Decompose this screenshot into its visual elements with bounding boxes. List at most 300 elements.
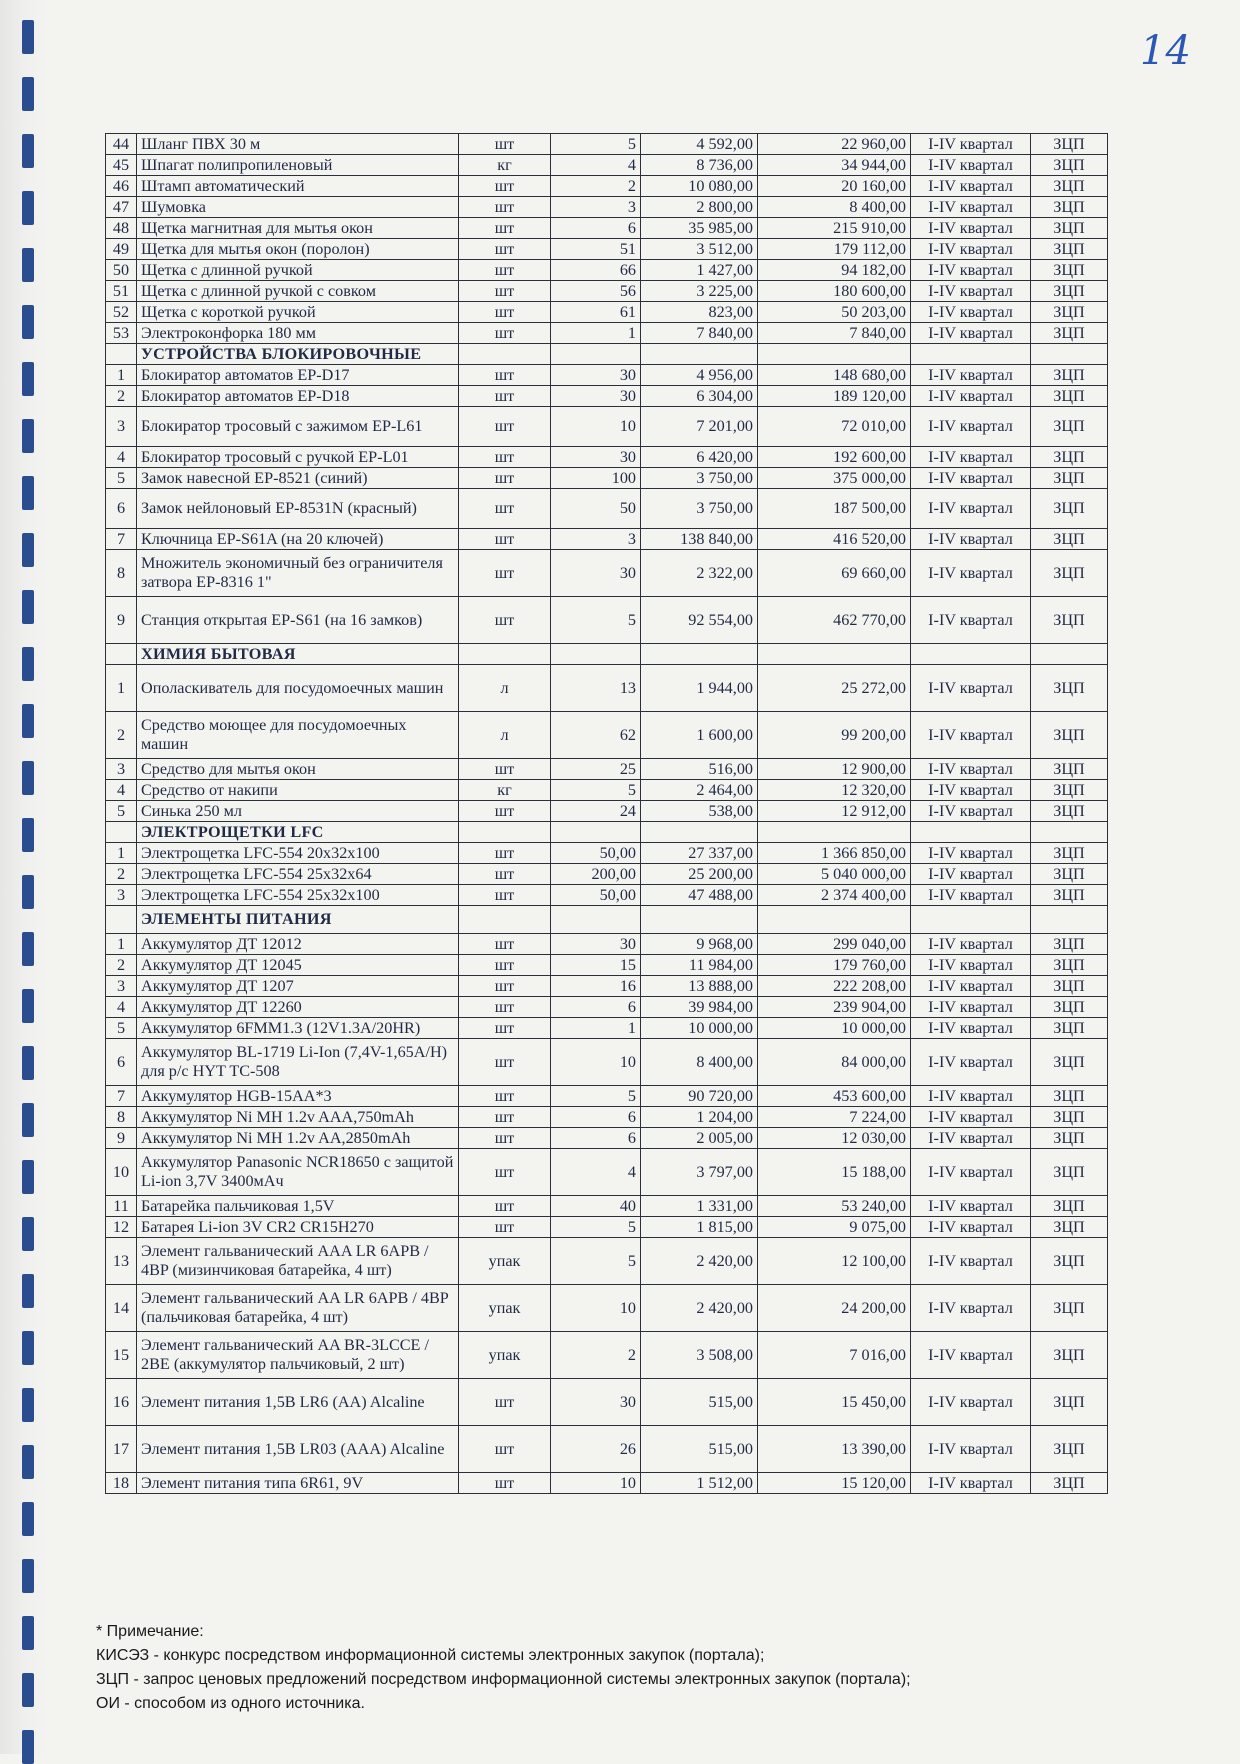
unit-price-cell: 7 201,00	[641, 407, 758, 447]
procurement-method-cell: ЗЦП	[1031, 665, 1108, 712]
binding-clip	[22, 1673, 34, 1707]
delivery-period-cell: I-IV квартал	[911, 597, 1031, 644]
unit-price-cell: 516,00	[641, 759, 758, 780]
table-row	[106, 1332, 1108, 1379]
row-number-cell: 3	[106, 407, 137, 447]
unit-price-cell: 4 592,00	[641, 134, 758, 155]
delivery-period-cell: I-IV квартал	[911, 1473, 1031, 1494]
total-amount-cell: 179 112,00	[758, 239, 911, 260]
item-name-cell: Электрощетка LFC-554 25х32х64	[137, 864, 459, 885]
table-row	[106, 885, 1108, 906]
item-name-cell: Аккумулятор Ni MH 1.2v AA,2850mAh	[137, 1128, 459, 1149]
row-number-cell: 13	[106, 1238, 137, 1285]
table-row	[106, 1107, 1108, 1128]
item-name-cell: Батарейка пальчиковая 1,5V	[137, 1196, 459, 1217]
delivery-period-cell: I-IV квартал	[911, 885, 1031, 906]
binding-clip	[22, 875, 34, 909]
binding-clip	[22, 20, 34, 54]
unit-price-cell: 47 488,00	[641, 885, 758, 906]
item-name-cell: Щетка с короткой ручкой	[137, 302, 459, 323]
procurement-method-cell: ЗЦП	[1031, 780, 1108, 801]
procurement-method-cell: ЗЦП	[1031, 260, 1108, 281]
row-number-cell: 45	[106, 155, 137, 176]
binding-clip	[22, 77, 34, 111]
total-amount-cell: 34 944,00	[758, 155, 911, 176]
unit-price-cell: 9 968,00	[641, 934, 758, 955]
section-header-row	[106, 822, 1108, 843]
row-number-cell: 46	[106, 176, 137, 197]
notes-title: * Примечание:	[96, 1623, 204, 1640]
table-row	[106, 197, 1108, 218]
row-number-cell: 44	[106, 134, 137, 155]
unit-price-cell: 90 720,00	[641, 1086, 758, 1107]
quantity-cell: 25	[551, 759, 641, 780]
quantity-cell: 6	[551, 1128, 641, 1149]
row-number-cell: 7	[106, 1086, 137, 1107]
total-amount-cell: 12 100,00	[758, 1238, 911, 1285]
procurement-method-cell: ЗЦП	[1031, 997, 1108, 1018]
quantity-cell: 1	[551, 323, 641, 344]
procurement-method-cell: ЗЦП	[1031, 1196, 1108, 1217]
table-row	[106, 1426, 1108, 1473]
total-amount-cell: 7 016,00	[758, 1332, 911, 1379]
total-amount-cell: 94 182,00	[758, 260, 911, 281]
item-name-cell: Щетка с длинной ручкой	[137, 260, 459, 281]
procurement-method-cell: ЗЦП	[1031, 1426, 1108, 1473]
procurement-method-cell: ЗЦП	[1031, 447, 1108, 468]
item-name-cell: Синька 250 мл	[137, 801, 459, 822]
empty-cell	[641, 906, 758, 934]
row-number-cell: 12	[106, 1217, 137, 1238]
table-row	[106, 386, 1108, 407]
delivery-period-cell: I-IV квартал	[911, 843, 1031, 864]
binding-clip	[22, 932, 34, 966]
table-row	[106, 1128, 1108, 1149]
item-name-cell: Блокиратор тросовый с ручкой ЕР-L01	[137, 447, 459, 468]
item-name-cell: Средство от накипи	[137, 780, 459, 801]
procurement-method-cell: ЗЦП	[1031, 323, 1108, 344]
procurement-table	[105, 133, 1108, 1494]
row-number-cell: 2	[106, 386, 137, 407]
table-row	[106, 1018, 1108, 1039]
row-number-cell: 5	[106, 468, 137, 489]
empty-cell	[641, 822, 758, 843]
quantity-cell: 30	[551, 934, 641, 955]
total-amount-cell: 69 660,00	[758, 550, 911, 597]
unit-cell: шт	[459, 1473, 551, 1494]
procurement-method-cell: ЗЦП	[1031, 1217, 1108, 1238]
delivery-period-cell: I-IV квартал	[911, 1238, 1031, 1285]
quantity-cell: 5	[551, 780, 641, 801]
item-name-cell: Аккумулятор BL-1719 Li-Ion (7,4V-1,65A/H) для р/с HYT TC-508	[137, 1039, 459, 1086]
procurement-method-cell: ЗЦП	[1031, 759, 1108, 780]
row-number-cell: 5	[106, 1018, 137, 1039]
total-amount-cell: 99 200,00	[758, 712, 911, 759]
unit-cell: л	[459, 665, 551, 712]
empty-cell	[1031, 344, 1108, 365]
delivery-period-cell: I-IV квартал	[911, 864, 1031, 885]
unit-price-cell: 3 797,00	[641, 1149, 758, 1196]
procurement-method-cell: ЗЦП	[1031, 218, 1108, 239]
unit-price-cell: 35 985,00	[641, 218, 758, 239]
table-row	[106, 218, 1108, 239]
procurement-method-cell: ЗЦП	[1031, 550, 1108, 597]
item-name-cell: Средство моющее для посудомоечных машин	[137, 712, 459, 759]
procurement-method-cell: ЗЦП	[1031, 302, 1108, 323]
table-row	[106, 260, 1108, 281]
table-row	[106, 281, 1108, 302]
item-name-cell: Аккумулятор ДТ 1207	[137, 976, 459, 997]
empty-cell	[551, 344, 641, 365]
empty-cell	[106, 644, 137, 665]
row-number-cell: 10	[106, 1149, 137, 1196]
unit-price-cell: 7 840,00	[641, 323, 758, 344]
table-row	[106, 302, 1108, 323]
delivery-period-cell: I-IV квартал	[911, 1107, 1031, 1128]
item-name-cell: Щетка с длинной ручкой с совком	[137, 281, 459, 302]
row-number-cell: 52	[106, 302, 137, 323]
total-amount-cell: 1 366 850,00	[758, 843, 911, 864]
quantity-cell: 6	[551, 997, 641, 1018]
item-name-cell: Аккумулятор Panasonic NCR18650 с защитой Li-ion 3,7V 3400мАч	[137, 1149, 459, 1196]
item-name-cell: Аккумулятор ДТ 12045	[137, 955, 459, 976]
note-oi: ОИ - способом из одного источника.	[96, 1695, 365, 1712]
table-row	[106, 239, 1108, 260]
row-number-cell: 18	[106, 1473, 137, 1494]
item-name-cell: Шумовка	[137, 197, 459, 218]
delivery-period-cell: I-IV квартал	[911, 712, 1031, 759]
delivery-period-cell: I-IV квартал	[911, 976, 1031, 997]
table-row	[106, 1196, 1108, 1217]
table-row	[106, 1217, 1108, 1238]
row-number-cell: 15	[106, 1332, 137, 1379]
quantity-cell: 5	[551, 1086, 641, 1107]
empty-cell	[911, 906, 1031, 934]
unit-cell: шт	[459, 489, 551, 529]
unit-price-cell: 1 331,00	[641, 1196, 758, 1217]
quantity-cell: 30	[551, 550, 641, 597]
table-row	[106, 801, 1108, 822]
item-name-cell: Аккумулятор ДТ 12260	[137, 997, 459, 1018]
row-number-cell: 17	[106, 1426, 137, 1473]
unit-cell: шт	[459, 955, 551, 976]
row-number-cell: 53	[106, 323, 137, 344]
procurement-method-cell: ЗЦП	[1031, 1039, 1108, 1086]
unit-price-cell: 2 800,00	[641, 197, 758, 218]
section-title: ЭЛЕМЕНТЫ ПИТАНИЯ	[137, 906, 459, 934]
binding-strip	[0, 0, 46, 1754]
binding-clip	[22, 761, 34, 795]
delivery-period-cell: I-IV квартал	[911, 365, 1031, 386]
table-row	[106, 597, 1108, 644]
table-row	[106, 780, 1108, 801]
binding-clip	[22, 191, 34, 225]
delivery-period-cell: I-IV квартал	[911, 665, 1031, 712]
unit-price-cell: 39 984,00	[641, 997, 758, 1018]
quantity-cell: 66	[551, 260, 641, 281]
item-name-cell: Блокиратор автоматов ЕР-D17	[137, 365, 459, 386]
item-name-cell: Элемент гальванический AAA LR 6APB / 4BP (мизинчиковая батарейка, 4 шт)	[137, 1238, 459, 1285]
delivery-period-cell: I-IV квартал	[911, 1149, 1031, 1196]
item-name-cell: Множитель экономичный без ограничителя затвора ЕР-8316 1"	[137, 550, 459, 597]
unit-price-cell: 3 225,00	[641, 281, 758, 302]
note-kisez: КИСЭЗ - конкурс посредством информационной системы электронных закупок (портала);	[96, 1647, 765, 1664]
quantity-cell: 10	[551, 1473, 641, 1494]
row-number-cell: 5	[106, 801, 137, 822]
table-row	[106, 365, 1108, 386]
unit-price-cell: 1 600,00	[641, 712, 758, 759]
unit-price-cell: 1 427,00	[641, 260, 758, 281]
quantity-cell: 10	[551, 1039, 641, 1086]
unit-cell: шт	[459, 281, 551, 302]
section-title: ХИМИЯ БЫТОВАЯ	[137, 644, 459, 665]
unit-cell: кг	[459, 780, 551, 801]
note-zcp: ЗЦП - запрос ценовых предложений посредством информационной системы электронных закупок (портала);	[96, 1671, 911, 1688]
table-row	[106, 843, 1108, 864]
table-row	[106, 155, 1108, 176]
row-number-cell: 8	[106, 550, 137, 597]
quantity-cell: 56	[551, 281, 641, 302]
table-row	[106, 489, 1108, 529]
quantity-cell: 30	[551, 447, 641, 468]
unit-cell: шт	[459, 843, 551, 864]
binding-clip	[22, 134, 34, 168]
item-name-cell: Ключница ЕР-S61A (на 20 ключей)	[137, 529, 459, 550]
delivery-period-cell: I-IV квартал	[911, 550, 1031, 597]
unit-price-cell: 138 840,00	[641, 529, 758, 550]
table-row	[106, 134, 1108, 155]
unit-price-cell: 1 815,00	[641, 1217, 758, 1238]
unit-cell: шт	[459, 597, 551, 644]
total-amount-cell: 148 680,00	[758, 365, 911, 386]
binding-clip	[22, 419, 34, 453]
unit-cell: шт	[459, 885, 551, 906]
row-number-cell: 7	[106, 529, 137, 550]
procurement-method-cell: ЗЦП	[1031, 885, 1108, 906]
row-number-cell: 16	[106, 1379, 137, 1426]
table-row	[106, 759, 1108, 780]
binding-clip	[22, 1274, 34, 1308]
delivery-period-cell: I-IV квартал	[911, 489, 1031, 529]
procurement-method-cell: ЗЦП	[1031, 529, 1108, 550]
empty-cell	[641, 344, 758, 365]
delivery-period-cell: I-IV квартал	[911, 1379, 1031, 1426]
row-number-cell: 11	[106, 1196, 137, 1217]
empty-cell	[551, 906, 641, 934]
total-amount-cell: 20 160,00	[758, 176, 911, 197]
delivery-period-cell: I-IV квартал	[911, 1426, 1031, 1473]
quantity-cell: 3	[551, 197, 641, 218]
unit-price-cell: 10 080,00	[641, 176, 758, 197]
unit-price-cell: 13 888,00	[641, 976, 758, 997]
quantity-cell: 10	[551, 1285, 641, 1332]
empty-cell	[106, 822, 137, 843]
binding-clip	[22, 1046, 34, 1080]
unit-cell: упак	[459, 1238, 551, 1285]
row-number-cell: 1	[106, 665, 137, 712]
empty-cell	[106, 344, 137, 365]
unit-price-cell: 27 337,00	[641, 843, 758, 864]
total-amount-cell: 180 600,00	[758, 281, 911, 302]
delivery-period-cell: I-IV квартал	[911, 239, 1031, 260]
total-amount-cell: 179 760,00	[758, 955, 911, 976]
total-amount-cell: 10 000,00	[758, 1018, 911, 1039]
item-name-cell: Батарея Li-ion 3V CR2 CR15H270	[137, 1217, 459, 1238]
table-row	[106, 976, 1108, 997]
procurement-method-cell: ЗЦП	[1031, 1128, 1108, 1149]
procurement-method-cell: ЗЦП	[1031, 1332, 1108, 1379]
delivery-period-cell: I-IV квартал	[911, 281, 1031, 302]
empty-cell	[641, 644, 758, 665]
empty-cell	[551, 822, 641, 843]
item-name-cell: Щетка для мытья окон (поролон)	[137, 239, 459, 260]
item-name-cell: Элемент питания типа 6R61, 9V	[137, 1473, 459, 1494]
row-number-cell: 4	[106, 780, 137, 801]
quantity-cell: 3	[551, 529, 641, 550]
quantity-cell: 6	[551, 1107, 641, 1128]
delivery-period-cell: I-IV квартал	[911, 197, 1031, 218]
binding-clip	[22, 989, 34, 1023]
table-row	[106, 1086, 1108, 1107]
item-name-cell: Электрощетка LFC-554 25х32х100	[137, 885, 459, 906]
total-amount-cell: 22 960,00	[758, 134, 911, 155]
delivery-period-cell: I-IV квартал	[911, 447, 1031, 468]
item-name-cell: Элемент гальванический AA LR 6APB / 4BP (пальчиковая батарейка, 4 шт)	[137, 1285, 459, 1332]
quantity-cell: 61	[551, 302, 641, 323]
row-number-cell: 6	[106, 1039, 137, 1086]
table-row	[106, 176, 1108, 197]
quantity-cell: 16	[551, 976, 641, 997]
item-name-cell: Блокиратор тросовый с зажимом ЕР-L61	[137, 407, 459, 447]
table-row	[106, 407, 1108, 447]
row-number-cell: 2	[106, 712, 137, 759]
total-amount-cell: 12 030,00	[758, 1128, 911, 1149]
total-amount-cell: 453 600,00	[758, 1086, 911, 1107]
table-row	[106, 712, 1108, 759]
total-amount-cell: 9 075,00	[758, 1217, 911, 1238]
delivery-period-cell: I-IV квартал	[911, 780, 1031, 801]
delivery-period-cell: I-IV квартал	[911, 218, 1031, 239]
unit-cell: шт	[459, 1018, 551, 1039]
section-title: УСТРОЙСТВА БЛОКИРОВОЧНЫЕ	[137, 344, 459, 365]
unit-cell: шт	[459, 1107, 551, 1128]
table-row	[106, 665, 1108, 712]
item-name-cell: Элемент питания 1,5В LR6 (AA) Alcaline	[137, 1379, 459, 1426]
table-row	[106, 529, 1108, 550]
binding-clip	[22, 647, 34, 681]
procurement-method-cell: ЗЦП	[1031, 955, 1108, 976]
table-row	[106, 955, 1108, 976]
unit-cell: шт	[459, 176, 551, 197]
row-number-cell: 9	[106, 597, 137, 644]
table-row	[106, 1285, 1108, 1332]
row-number-cell: 48	[106, 218, 137, 239]
unit-cell: шт	[459, 997, 551, 1018]
unit-price-cell: 1 512,00	[641, 1473, 758, 1494]
delivery-period-cell: I-IV квартал	[911, 801, 1031, 822]
delivery-period-cell: I-IV квартал	[911, 155, 1031, 176]
quantity-cell: 5	[551, 134, 641, 155]
empty-cell	[459, 906, 551, 934]
section-title: ЭЛЕКТРОЩЕТКИ LFC	[137, 822, 459, 843]
unit-price-cell: 6 420,00	[641, 447, 758, 468]
unit-cell: шт	[459, 1149, 551, 1196]
unit-price-cell: 6 304,00	[641, 386, 758, 407]
quantity-cell: 51	[551, 239, 641, 260]
total-amount-cell: 187 500,00	[758, 489, 911, 529]
quantity-cell: 50,00	[551, 885, 641, 906]
binding-clip	[22, 1559, 34, 1593]
row-number-cell: 49	[106, 239, 137, 260]
unit-cell: упак	[459, 1332, 551, 1379]
item-name-cell: Электрощетка LFC-554 20х32х100	[137, 843, 459, 864]
unit-cell: шт	[459, 801, 551, 822]
total-amount-cell: 50 203,00	[758, 302, 911, 323]
quantity-cell: 62	[551, 712, 641, 759]
total-amount-cell: 375 000,00	[758, 468, 911, 489]
total-amount-cell: 15 188,00	[758, 1149, 911, 1196]
unit-price-cell: 2 420,00	[641, 1285, 758, 1332]
unit-cell: шт	[459, 386, 551, 407]
item-name-cell: Аккумулятор Ni MH 1.2v AAA,750mAh	[137, 1107, 459, 1128]
unit-price-cell: 8 400,00	[641, 1039, 758, 1086]
item-name-cell: Элемент гальванический AA BR-3LCCE / 2BE (аккумулятор пальчиковый, 2 шт)	[137, 1332, 459, 1379]
item-name-cell: Аккумулятор 6FMM1.3 (12V1.3A/20HR)	[137, 1018, 459, 1039]
row-number-cell: 1	[106, 365, 137, 386]
total-amount-cell: 299 040,00	[758, 934, 911, 955]
unit-price-cell: 2 420,00	[641, 1238, 758, 1285]
quantity-cell: 24	[551, 801, 641, 822]
binding-clip	[22, 1502, 34, 1536]
unit-price-cell: 515,00	[641, 1426, 758, 1473]
unit-cell: шт	[459, 1217, 551, 1238]
quantity-cell: 15	[551, 955, 641, 976]
quantity-cell: 4	[551, 1149, 641, 1196]
unit-price-cell: 538,00	[641, 801, 758, 822]
procurement-method-cell: ЗЦП	[1031, 843, 1108, 864]
item-name-cell: Средство для мытья окон	[137, 759, 459, 780]
row-number-cell: 14	[106, 1285, 137, 1332]
section-header-row	[106, 344, 1108, 365]
row-number-cell: 8	[106, 1107, 137, 1128]
binding-clip	[22, 362, 34, 396]
quantity-cell: 30	[551, 386, 641, 407]
procurement-method-cell: ЗЦП	[1031, 1107, 1108, 1128]
procurement-method-cell: ЗЦП	[1031, 386, 1108, 407]
unit-price-cell: 3 750,00	[641, 489, 758, 529]
unit-cell: шт	[459, 759, 551, 780]
procurement-method-cell: ЗЦП	[1031, 134, 1108, 155]
procurement-method-cell: ЗЦП	[1031, 365, 1108, 386]
unit-cell: шт	[459, 407, 551, 447]
quantity-cell: 1	[551, 1018, 641, 1039]
delivery-period-cell: I-IV квартал	[911, 302, 1031, 323]
unit-cell: шт	[459, 218, 551, 239]
unit-cell: шт	[459, 365, 551, 386]
quantity-cell: 4	[551, 155, 641, 176]
row-number-cell: 50	[106, 260, 137, 281]
binding-clip	[22, 1160, 34, 1194]
procurement-method-cell: ЗЦП	[1031, 976, 1108, 997]
unit-cell: шт	[459, 976, 551, 997]
unit-cell: упак	[459, 1285, 551, 1332]
unit-cell: шт	[459, 1128, 551, 1149]
delivery-period-cell: I-IV квартал	[911, 1196, 1031, 1217]
delivery-period-cell: I-IV квартал	[911, 176, 1031, 197]
row-number-cell: 1	[106, 843, 137, 864]
procurement-method-cell: ЗЦП	[1031, 864, 1108, 885]
table-row	[106, 1039, 1108, 1086]
